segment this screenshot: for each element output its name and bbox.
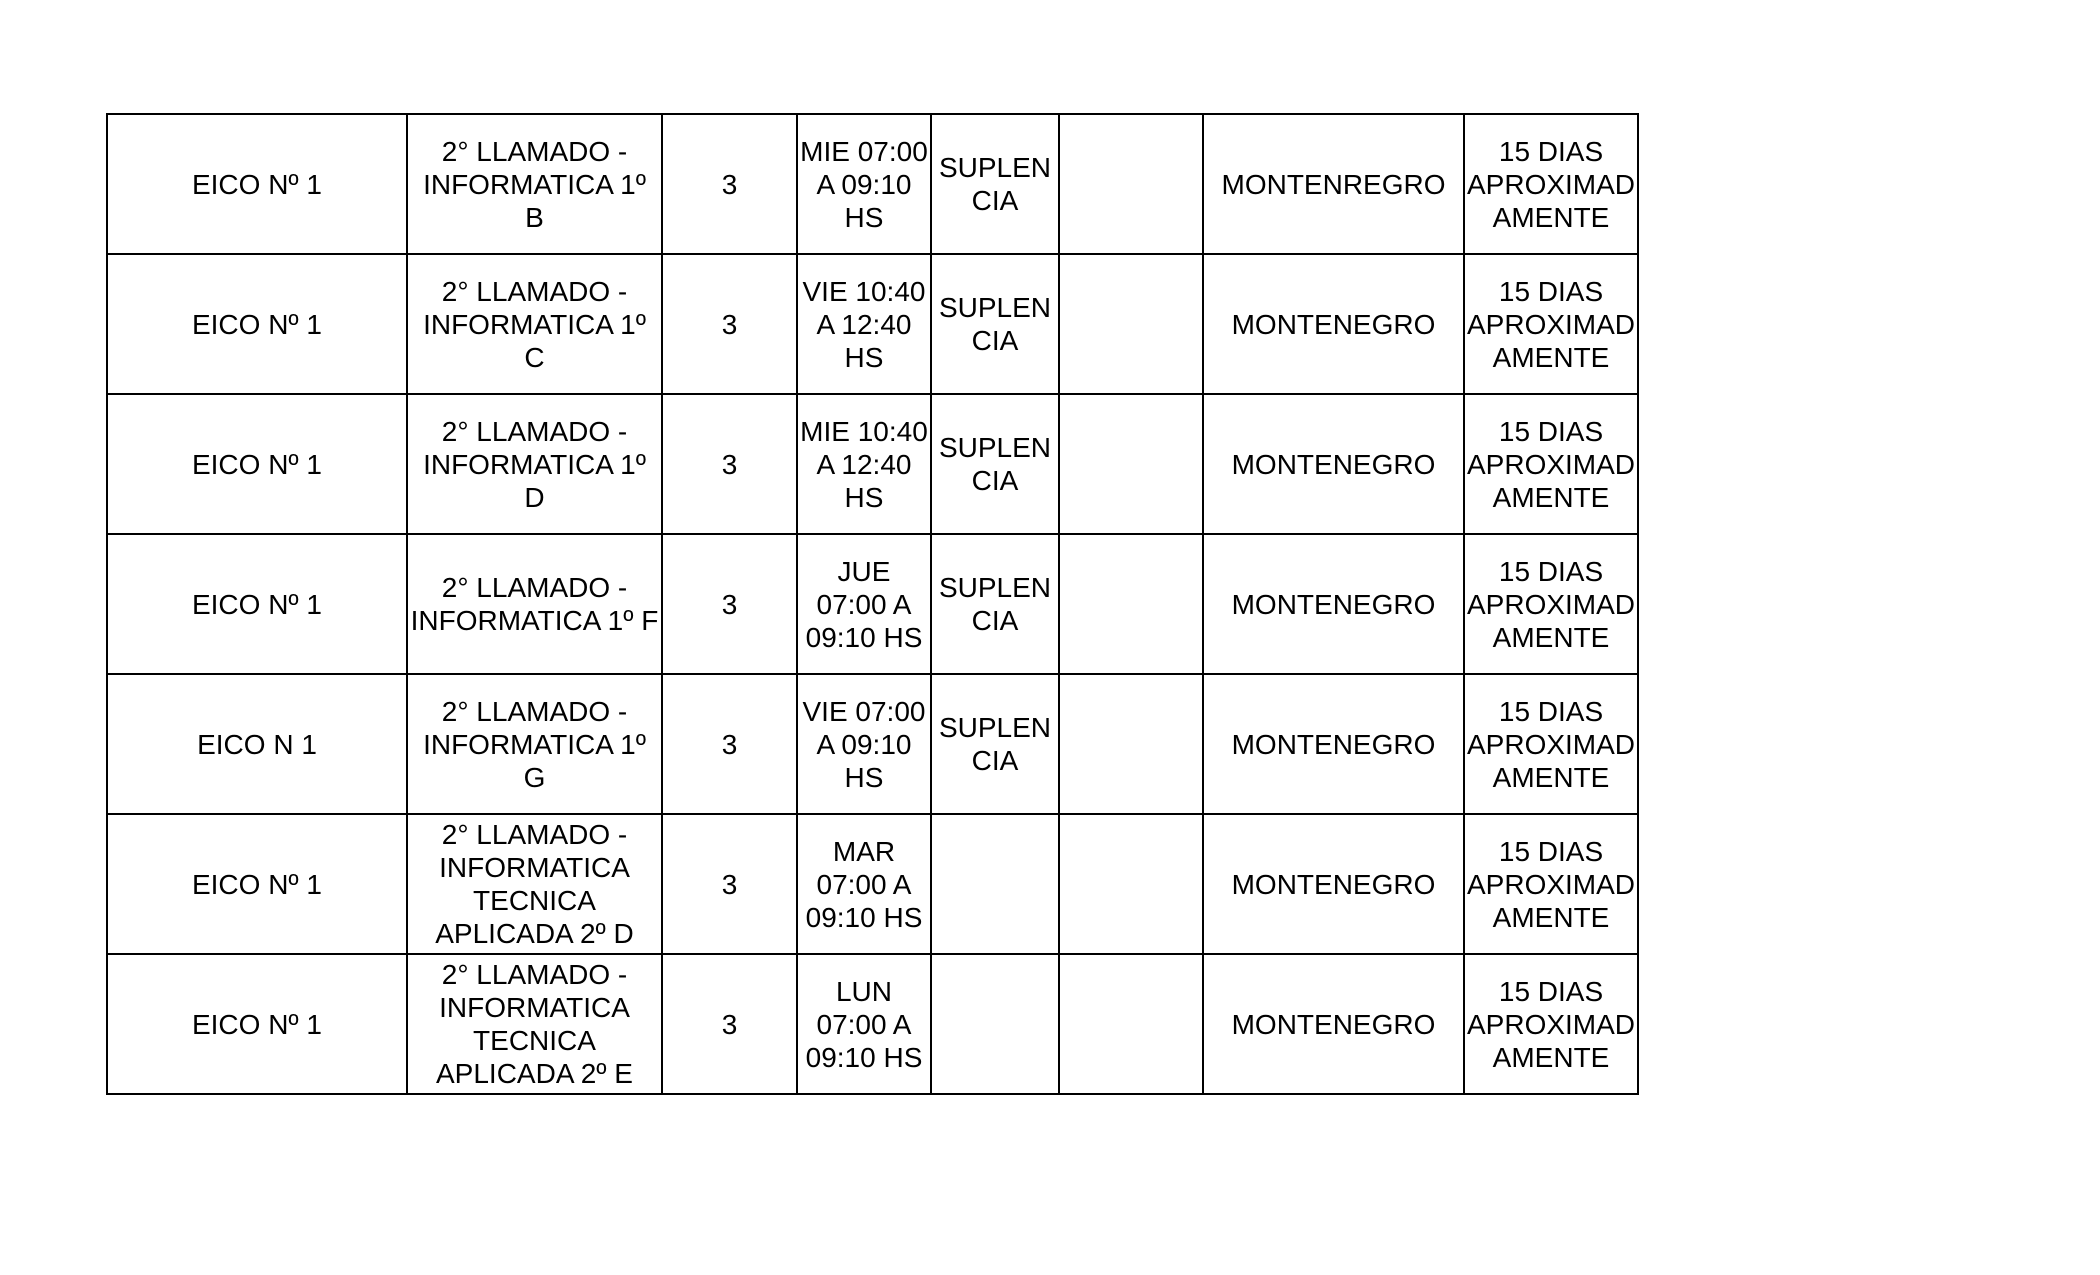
schedule-cell: MAR 07:00 A 09:10 HS [797,814,931,954]
school-cell: EICO Nº 1 [107,254,407,394]
schedule-cell: JUE 07:00 A 09:10 HS [797,534,931,674]
teacher-cell: MONTENEGRO [1203,814,1464,954]
type-cell: SUPLEN CIA [931,674,1059,814]
vacancies-table [106,113,1639,1095]
empty-cell [1059,254,1203,394]
schedule-cell: MIE 07:00 A 09:10 HS [797,114,931,254]
duration-cell: 15 DIAS APROXIMAD AMENTE [1464,814,1638,954]
table-row [107,814,1638,954]
position-cell: 2° LLAMADO - INFORMATICA TECNICA APLICADA 2º D [407,814,662,954]
empty-cell [1059,814,1203,954]
duration-cell: 15 DIAS APROXIMAD AMENTE [1464,114,1638,254]
teacher-cell: MONTENEGRO [1203,674,1464,814]
position-cell: 2° LLAMADO - INFORMATICA 1º G [407,674,662,814]
position-cell: 2° LLAMADO - INFORMATICA 1º C [407,254,662,394]
hours-cell: 3 [662,954,797,1094]
position-cell: 2° LLAMADO - INFORMATICA TECNICA APLICADA 2º E [407,954,662,1094]
empty-cell [1059,674,1203,814]
table-row [107,394,1638,534]
type-cell [931,814,1059,954]
teacher-cell: MONTENEGRO [1203,254,1464,394]
school-cell: EICO Nº 1 [107,814,407,954]
type-cell: SUPLEN CIA [931,394,1059,534]
table-row [107,674,1638,814]
document-sheet [106,113,1639,1095]
type-cell [931,954,1059,1094]
type-cell: SUPLEN CIA [931,534,1059,674]
table-row [107,534,1638,674]
duration-cell: 15 DIAS APROXIMAD AMENTE [1464,954,1638,1094]
table-row [107,114,1638,254]
teacher-cell: MONTENEGRO [1203,534,1464,674]
empty-cell [1059,394,1203,534]
empty-cell [1059,114,1203,254]
hours-cell: 3 [662,114,797,254]
teacher-cell: MONTENEGRO [1203,954,1464,1094]
school-cell: EICO Nº 1 [107,114,407,254]
position-cell: 2° LLAMADO - INFORMATICA 1º F [407,534,662,674]
schedule-cell: LUN 07:00 A 09:10 HS [797,954,931,1094]
empty-cell [1059,534,1203,674]
position-cell: 2° LLAMADO - INFORMATICA 1º B [407,114,662,254]
teacher-cell: MONTENEGRO [1203,394,1464,534]
duration-cell: 15 DIAS APROXIMAD AMENTE [1464,394,1638,534]
hours-cell: 3 [662,814,797,954]
position-cell: 2° LLAMADO - INFORMATICA 1º D [407,394,662,534]
duration-cell: 15 DIAS APROXIMAD AMENTE [1464,534,1638,674]
hours-cell: 3 [662,394,797,534]
teacher-cell: MONTENREGRO [1203,114,1464,254]
duration-cell: 15 DIAS APROXIMAD AMENTE [1464,674,1638,814]
table-body [107,114,1638,1094]
schedule-cell: VIE 10:40 A 12:40 HS [797,254,931,394]
hours-cell: 3 [662,254,797,394]
hours-cell: 3 [662,674,797,814]
hours-cell: 3 [662,534,797,674]
school-cell: EICO N 1 [107,674,407,814]
type-cell: SUPLEN CIA [931,254,1059,394]
type-cell: SUPLEN CIA [931,114,1059,254]
school-cell: EICO Nº 1 [107,954,407,1094]
table-row [107,254,1638,394]
school-cell: EICO Nº 1 [107,534,407,674]
table-row [107,954,1638,1094]
duration-cell: 15 DIAS APROXIMAD AMENTE [1464,254,1638,394]
empty-cell [1059,954,1203,1094]
schedule-cell: MIE 10:40 A 12:40 HS [797,394,931,534]
schedule-cell: VIE 07:00 A 09:10 HS [797,674,931,814]
school-cell: EICO Nº 1 [107,394,407,534]
